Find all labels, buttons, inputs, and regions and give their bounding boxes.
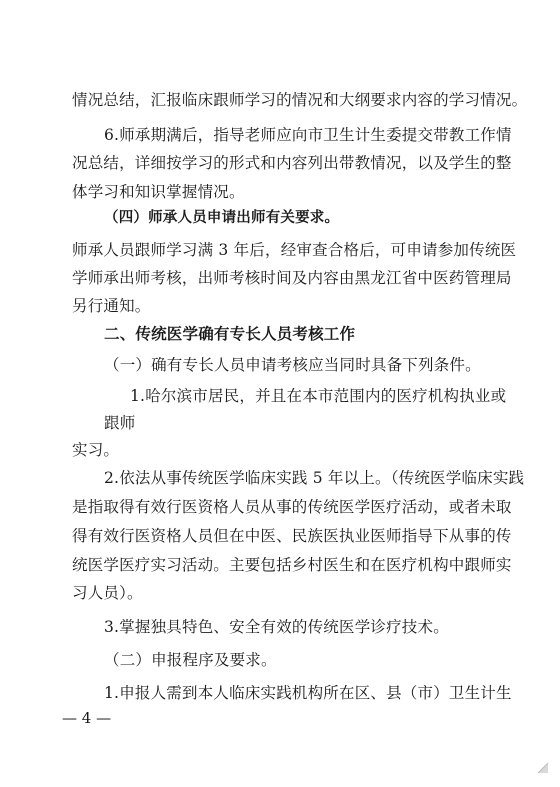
- text-line: 学师承出师考核，出师考核时间及内容由黑龙江省中医药管理局: [72, 269, 512, 287]
- text-line: 师承人员跟师学习满 3 年后，经审查合格后，可申请参加传统医: [72, 241, 517, 259]
- text-line: 体学习和知识掌握情况。: [72, 183, 245, 201]
- text-line: 2.依法从事传统医学临床实践 5 年以上。（传统医学临床实践: [104, 469, 525, 487]
- text-line: 况总结，详细按学习的形式和内容列出带教情况，以及学生的整: [72, 154, 512, 172]
- text-line: 6.师承期满后，指导老师应向市卫生计生委提交带教工作情: [104, 126, 512, 144]
- chapter-heading: 二、传统医学确有专长人员考核工作: [104, 325, 356, 343]
- text-line: 是指取得有效行医资格人员从事的传统医学医疗活动，或者未取: [72, 498, 512, 516]
- page-curl-icon: [536, 761, 550, 775]
- text-line: （一）确有专长人员申请考核应当同时具备下列条件。: [104, 356, 481, 374]
- text-line: 习人员）。: [72, 584, 143, 602]
- text-line: 另行通知。: [72, 297, 151, 315]
- text-line: 1.申报人需到本人临床实践机构所在区、县（市）卫生计生: [104, 684, 512, 702]
- text-line: 得有效行医资格人员但在中医、民族医执业医师指导下从事的传: [72, 527, 512, 545]
- text-line: 情况总结，汇报临床跟师学习的情况和大纲要求内容的学习情况。: [72, 91, 528, 109]
- text-line: 3.掌握独具特色、安全有效的传统医学诊疗技术。: [104, 618, 449, 636]
- section-heading: （二）申报程序及要求。: [104, 651, 277, 669]
- text-line: 统医学医疗实习活动。主要包括乡村医生和在医疗机构中跟师实: [72, 556, 512, 574]
- text-line: 跟师: [104, 414, 136, 432]
- text-line: 实习。: [72, 441, 120, 459]
- page-number: — 4 —: [62, 709, 112, 727]
- section-heading: （四）师承人员申请出师有关要求。: [104, 210, 340, 226]
- text-line: 1.哈尔滨市居民，并且在本市范围内的医疗机构执业或: [130, 387, 507, 405]
